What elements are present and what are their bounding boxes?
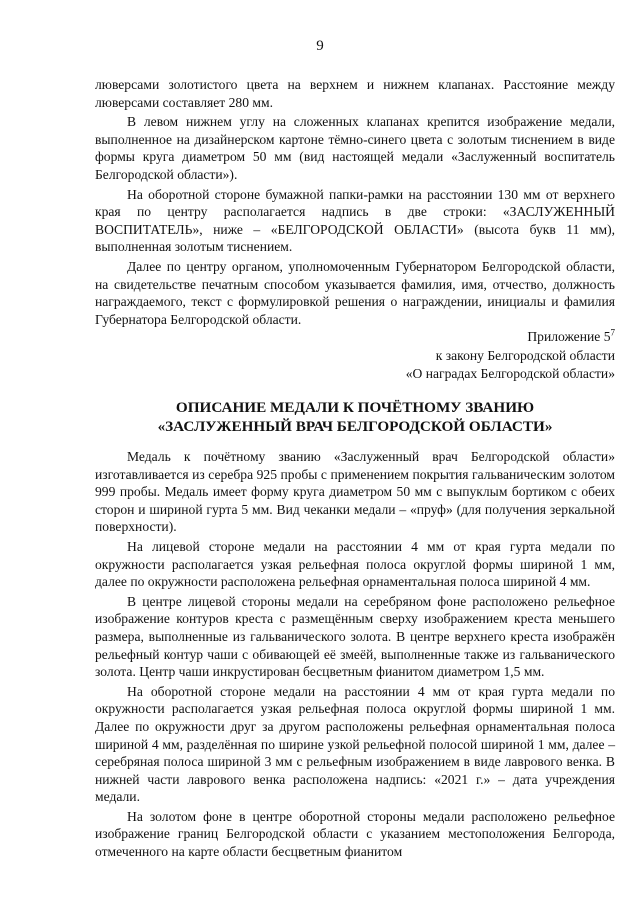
appendix-line: к закону Белгородской области [435,347,615,363]
paragraph: На золотом фоне в центре оборотной стороны медали расположено рельефное изображение границ Белгородской области с указанием местоположения Белгорода, отмеченного на карте области бесцветным фианитом [95,808,615,860]
paragraph: Далее по центру органом, уполномоченным Губернатором Белгородской области, на свидетельстве печатным способом указывается фамилия, имя, отчество, должность награждаемого, текст с формулировкой решения о награждении, инициалы и фамилия Губернатора Белгородской области. [95,258,615,327]
appendix-superscript: 7 [610,327,615,338]
paragraph: На лицевой стороне медали на расстоянии 4 мм от края гурта медали по окружности располагается узкая рельефная полоса округлой формы шириной 1 мм, далее по окружности расположена рельефная орнаментальная полоса шириной 4 мм. [95,538,615,590]
paragraph: В центре лицевой стороны медали на серебряном фоне расположено рельефное изображение контуров креста с размещённым сверху изображением креста меньшего размера, выполненные из гальванического золота. В центре верхнего креста изображён рельефный контур чаши с обивающей её змеёй, выполненные также из гальванического золота. Центр чаши инкрустирован бесцветным фианитом диаметром 1,5 мм. [95,593,615,680]
top-text-block [95,76,615,330]
title-line: ОПИСАНИЕ МЕДАЛИ К ПОЧЁТНОМУ ЗВАНИЮ [175,399,535,416]
title-line: «ЗАСЛУЖЕННЫЙ ВРАЧ БЕЛГОРОДСКОЙ ОБЛАСТИ» [157,418,553,435]
paragraph: На оборотной стороне медали на расстоянии 4 мм от края гурта медали по окружности располагается узкая рельефная полоса округлой формы шириной 1 мм. Далее по окружности друг за другом расположены рельефная орнаментальная полоса шириной 4 мм, разделённая по ширине узкой рельефной полосой шириной 1 мм, далее – серебряная полоса шириной 3 мм с рельефным изображением в виде лаврового венка. В нижней части лаврового венка расположена надпись: «2021 г.» – дата учреждения медали. [95,683,615,805]
paragraph: В левом нижнем углу на сложенных клапанах крепится изображение медали, выполненное на дизайнерском картоне тёмно-синего цвета с золотым тиснением в виде формы круга диаметром 50 мм (вид настоящей медали «Заслуженный воспитатель Белгородской области»). [95,114,615,182]
paragraph: люверсами золотистого цвета на верхнем и нижнем клапанах. Расстояние между люверсами составляет 280 мм. [95,77,615,110]
appendix-reference [300,328,615,384]
appendix-line: Приложение $5^7$ [527,327,615,344]
appendix-line: «О наградах Белгородской области» [405,366,615,382]
main-text-block [95,448,615,863]
paragraph: Медаль к почётному званию «Заслуженный врач Белгородской области» изготавливается из серебра 925 пробы с применением покрытия гальваническим золотом 999 пробы. Медаль имеет форму круга диаметром 50 мм с выпуклым бортиком с обеих сторон и шириной гурта 5 мм. Вид чеканки медали – «пруф» (для получения зеркальной поверхности). [95,449,615,535]
section-title [95,398,615,436]
paragraph: На оборотной стороне бумажной папки-рамки на расстоянии 130 мм от верхнего края по центру располагается надпись в две строки: «ЗАСЛУЖЕННЫЙ ВОСПИТАТЕЛЬ», ниже – «БЕЛГОРОДСКОЙ ОБЛАСТИ» (высота букв 11 мм), выполненная золотым тиснением. [95,186,615,255]
page-number: 9 [316,38,324,54]
